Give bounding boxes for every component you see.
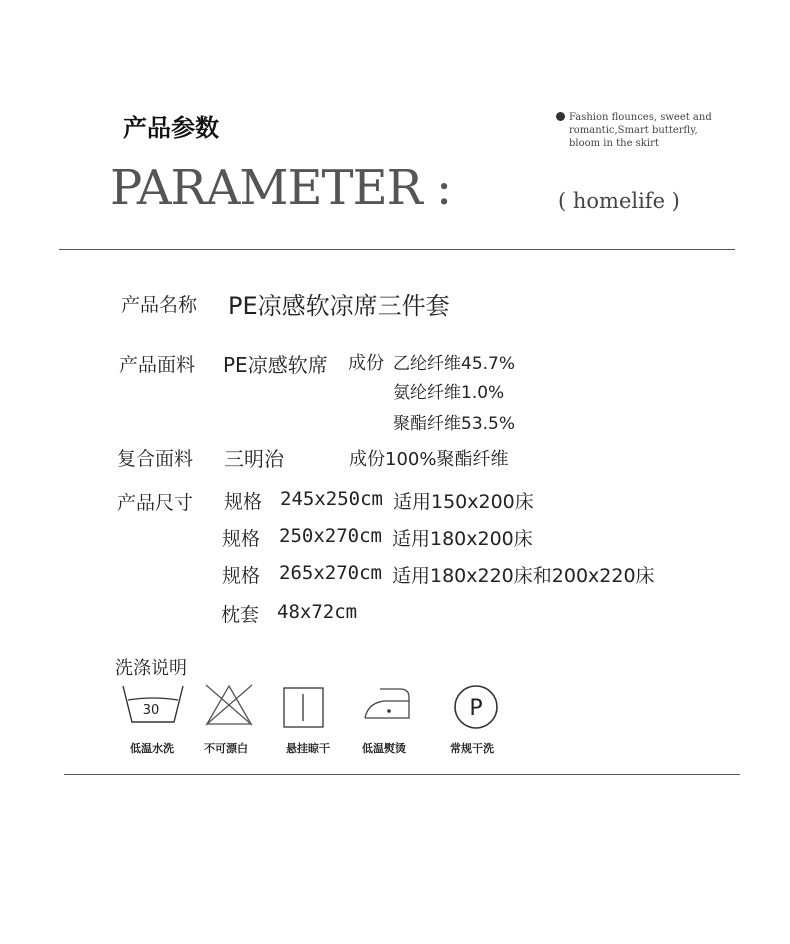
no-bleach-label: 不可漂白	[204, 742, 248, 755]
fabric-value: PE凉感软席	[223, 353, 328, 377]
size-row-3-dims: 265x270cm	[279, 562, 382, 584]
hang-dry-label: 悬挂晾干	[286, 742, 330, 755]
pillowcase-prefix: 枕套	[221, 604, 260, 626]
fabric-composition-label: 成份	[348, 353, 384, 374]
bottom-divider	[64, 774, 740, 775]
dry-clean-icon	[452, 684, 500, 730]
wash-tub-icon	[120, 684, 186, 726]
dry-clean-label: 常规干洗	[450, 742, 494, 755]
hang-dry-icon	[283, 687, 325, 729]
fabric-composition-1: 乙纶纤维45.7%	[393, 354, 516, 374]
composite-label: 复合面料	[117, 448, 194, 470]
size-row-3-prefix: 规格	[222, 565, 261, 587]
size-row-1-fit: 适用150x200床	[393, 491, 534, 513]
fabric-composition-2: 氨纶纤维1.0%	[393, 383, 505, 403]
dry-clean-letter: P	[469, 696, 483, 721]
wash-tub-label: 低温水洗	[130, 742, 174, 755]
product-name-label: 产品名称	[121, 294, 198, 316]
size-row-2-prefix: 规格	[222, 528, 261, 550]
no-bleach-icon	[204, 683, 254, 727]
size-label: 产品尺寸	[117, 492, 194, 514]
wash-temp: 30	[142, 703, 160, 718]
tagline: Fashion flounces, sweet and romantic,Smart butterfly, bloom in the skirt	[569, 112, 712, 149]
size-row-1-prefix: 规格	[224, 491, 263, 513]
page-title-cn: 产品参数	[123, 114, 219, 142]
size-row-1-dims: 245x250cm	[280, 488, 383, 510]
washing-title: 洗涤说明	[115, 658, 187, 679]
size-row-2-dims: 250x270cm	[279, 525, 382, 547]
size-row-3-fit: 适用180x220床和200x220床	[392, 565, 655, 587]
fabric-composition-3: 聚酯纤维53.5%	[393, 414, 516, 434]
composite-value: 三明治	[224, 447, 284, 471]
page-title-en: PARAMETER :	[110, 160, 452, 216]
composite-composition: 成份100%聚酯纤维	[349, 449, 509, 470]
iron-label: 低温熨烫	[362, 742, 406, 755]
fabric-label: 产品面料	[119, 354, 196, 376]
bullet-dot-icon	[556, 112, 565, 121]
product-name-value: PE凉感软凉席三件套	[228, 292, 450, 320]
brand-name: ( homelife )	[558, 189, 680, 213]
pillowcase-dims: 48x72cm	[277, 601, 358, 623]
size-row-2-fit: 适用180x200床	[392, 528, 533, 550]
top-divider	[59, 249, 735, 250]
iron-icon	[362, 687, 412, 721]
